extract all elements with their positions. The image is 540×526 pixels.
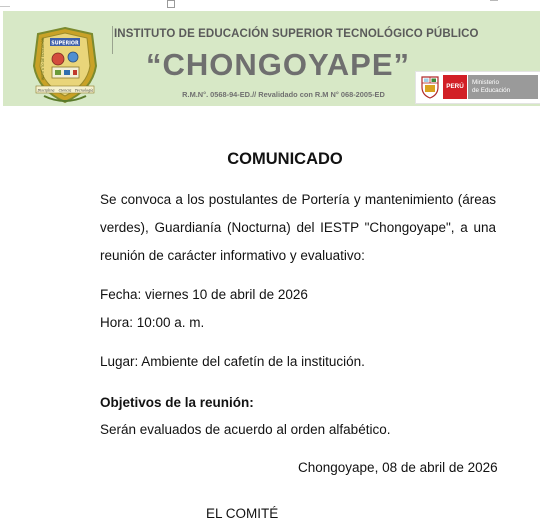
resize-handle[interactable] — [167, 0, 175, 8]
place-and-date: Chongoyape, 08 de abril de 2026 — [298, 460, 498, 475]
objectives-label: Objetivos de la reunión: — [100, 395, 254, 410]
paragraph-line: reunión de carácter informativo y evaluativo: — [100, 248, 365, 263]
ministry-name-line1: Ministerio — [472, 79, 499, 86]
meeting-time: Hora: 10:00 a. m. — [100, 315, 205, 330]
ministry-name — [468, 75, 538, 99]
paragraph-line: verdes), Guardianía (Nocturna) del IESTP "Chongoyape", a una — [100, 220, 496, 235]
header-cursor-line — [112, 26, 113, 54]
signature-committee: EL COMITÉ — [206, 506, 279, 521]
crest-top-text: SUPERIOR — [51, 41, 79, 47]
crest-left-text: INSTITUTO DE EDUCACIÓN — [41, 37, 45, 81]
document-heading: COMUNICADO — [227, 150, 343, 168]
crest-bottom-right-text: Tecnología — [74, 88, 94, 93]
institute-title: “CHONGOYAPE” — [145, 47, 411, 82]
page-margin-mark — [490, 0, 498, 1]
ministry-logo — [415, 71, 540, 104]
page-margin-mark — [0, 6, 10, 7]
announcement-paragraph — [100, 186, 496, 270]
meeting-place: Lugar: Ambiente del cafetín de la institución. — [100, 354, 365, 369]
institute-name: INSTITUTO DE EDUCACIÓN SUPERIOR TECNOLÓGICO PÚBLICO — [114, 28, 479, 40]
paragraph-line: Se convoca a los postulantes de Portería y mantenimiento (áreas — [100, 192, 496, 207]
meeting-date: Fecha: viernes 10 de abril de 2026 — [100, 287, 308, 302]
header-banner — [3, 11, 540, 106]
ministry-country: PERÚ — [443, 75, 467, 99]
resolution-text: R.M.N°. 0568-94-ED.// Revalidado con R.M N° 068-2005-ED — [182, 90, 385, 99]
ministry-name-line2: de Educación — [472, 86, 511, 94]
page-edge-marks — [0, 0, 540, 10]
peru-shield-icon — [420, 75, 440, 99]
crest-bottom-left-text: Disciplina — [37, 88, 55, 93]
institute-crest-icon — [30, 26, 100, 104]
objectives-text: Serán evaluados de acuerdo al orden alfabético. — [100, 422, 391, 437]
crest-bottom-mid-text: Ciencia — [58, 88, 72, 93]
